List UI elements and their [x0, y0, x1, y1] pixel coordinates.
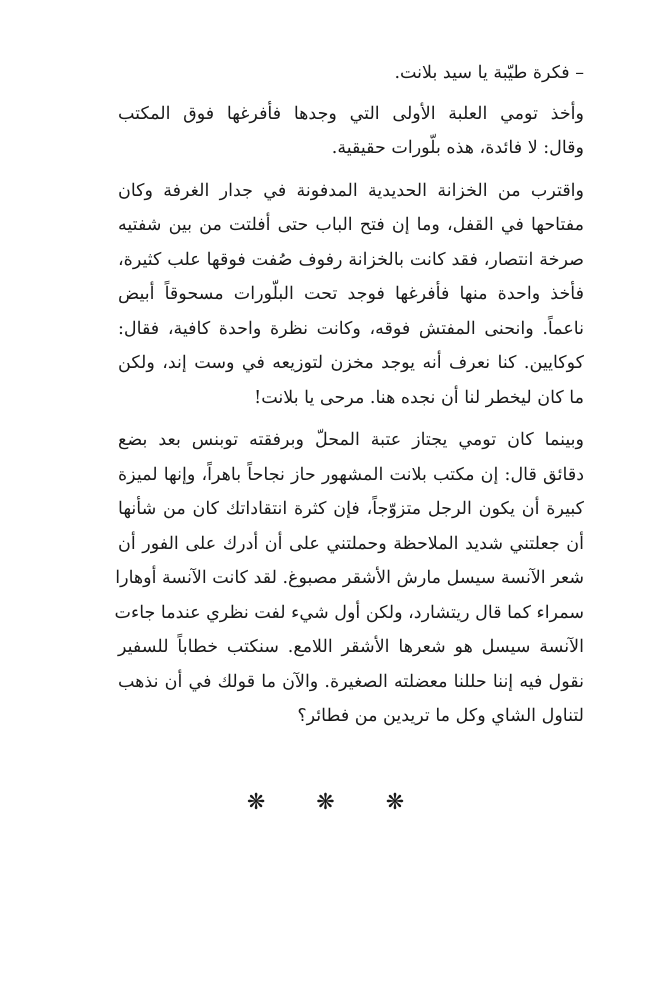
text-line: فأخذ واحدة منها فأفرغها فوجد تحت البلّورات مسحوقاً أبيض	[118, 284, 584, 304]
text-line: لتناول الشاي وكل ما تريدين من فطائر؟	[297, 706, 584, 726]
text-line: نقول فيه إننا حللنا معضلته الصغيرة. والآن ما قولك في أن نذهب	[118, 671, 584, 692]
text-line: مفتاحها في القفل، وما إن فتح الباب حتى أفلتت من بين شفتيه	[118, 215, 584, 235]
text-line: – فكرة طيّبة يا سيد بلانت.	[394, 63, 584, 83]
text-line: الآنسة سيسل هو شعرها الأشقر اللامع. سنكتب خطاباً للسفير	[118, 637, 584, 657]
text-line: ناعماً. وانحنى المفتش فوقه، وكانت نظرة واحدة كافية، فقال:	[118, 318, 584, 339]
text-line: وبينما كان تومي يجتاز عتبة المحلّ وبرفقته توبنس بعد بضع	[118, 430, 584, 450]
paragraph-3	[118, 174, 584, 416]
text-line: شعر الآنسة سيسل مارش الأشقر مصبوغ. لقد كانت الآنسة أوهارا	[115, 568, 584, 588]
paragraph-4	[114, 423, 584, 734]
text-line: وقال: لا فائدة، هذه بلّورات حقيقية.	[331, 138, 584, 158]
text-line: صرخة انتصار، فقد كانت بالخزانة رفوف صُفت فوقها علب كثيرة،	[118, 249, 584, 270]
text-line: سمراء كما قال ريتشارد، ولكن أول شيء لفت نظري عندما جاءت	[114, 602, 584, 623]
paragraph-2	[118, 97, 584, 166]
text-line: ما كان ليخطر لنا أن نجده هنا. مرحى يا بلانت!	[254, 387, 584, 408]
text-line: واقترب من الخزانة الحديدية المدفونة في جدار الغرفة وكان	[118, 180, 584, 201]
text-line: كوكايين. كنا نعرف أنه يوجد مخزن لتوزيعه في وست إند، ولكن	[118, 353, 584, 373]
text-line: وأخذ تومي العلبة الأولى التي وجدها فأفرغها فوق المكتب	[118, 103, 584, 124]
section-break-asterisms: ❋ ❋ ❋	[246, 790, 427, 815]
book-page-text	[114, 56, 584, 734]
text-line: أن جعلتني شديد الملاحظة وحملتني على أن أدرك على الفور أن	[118, 533, 584, 554]
text-line: دقائق قال: إن مكتب بلانت المشهور حاز نجاحاً باهراً، وإنها لميزة	[118, 464, 584, 485]
paragraph-1	[118, 56, 584, 91]
text-line: كبيرة أن يكون الرجل متزوّجاً، فإن كثرة انتقاداتك كان من شأنها	[118, 499, 584, 519]
